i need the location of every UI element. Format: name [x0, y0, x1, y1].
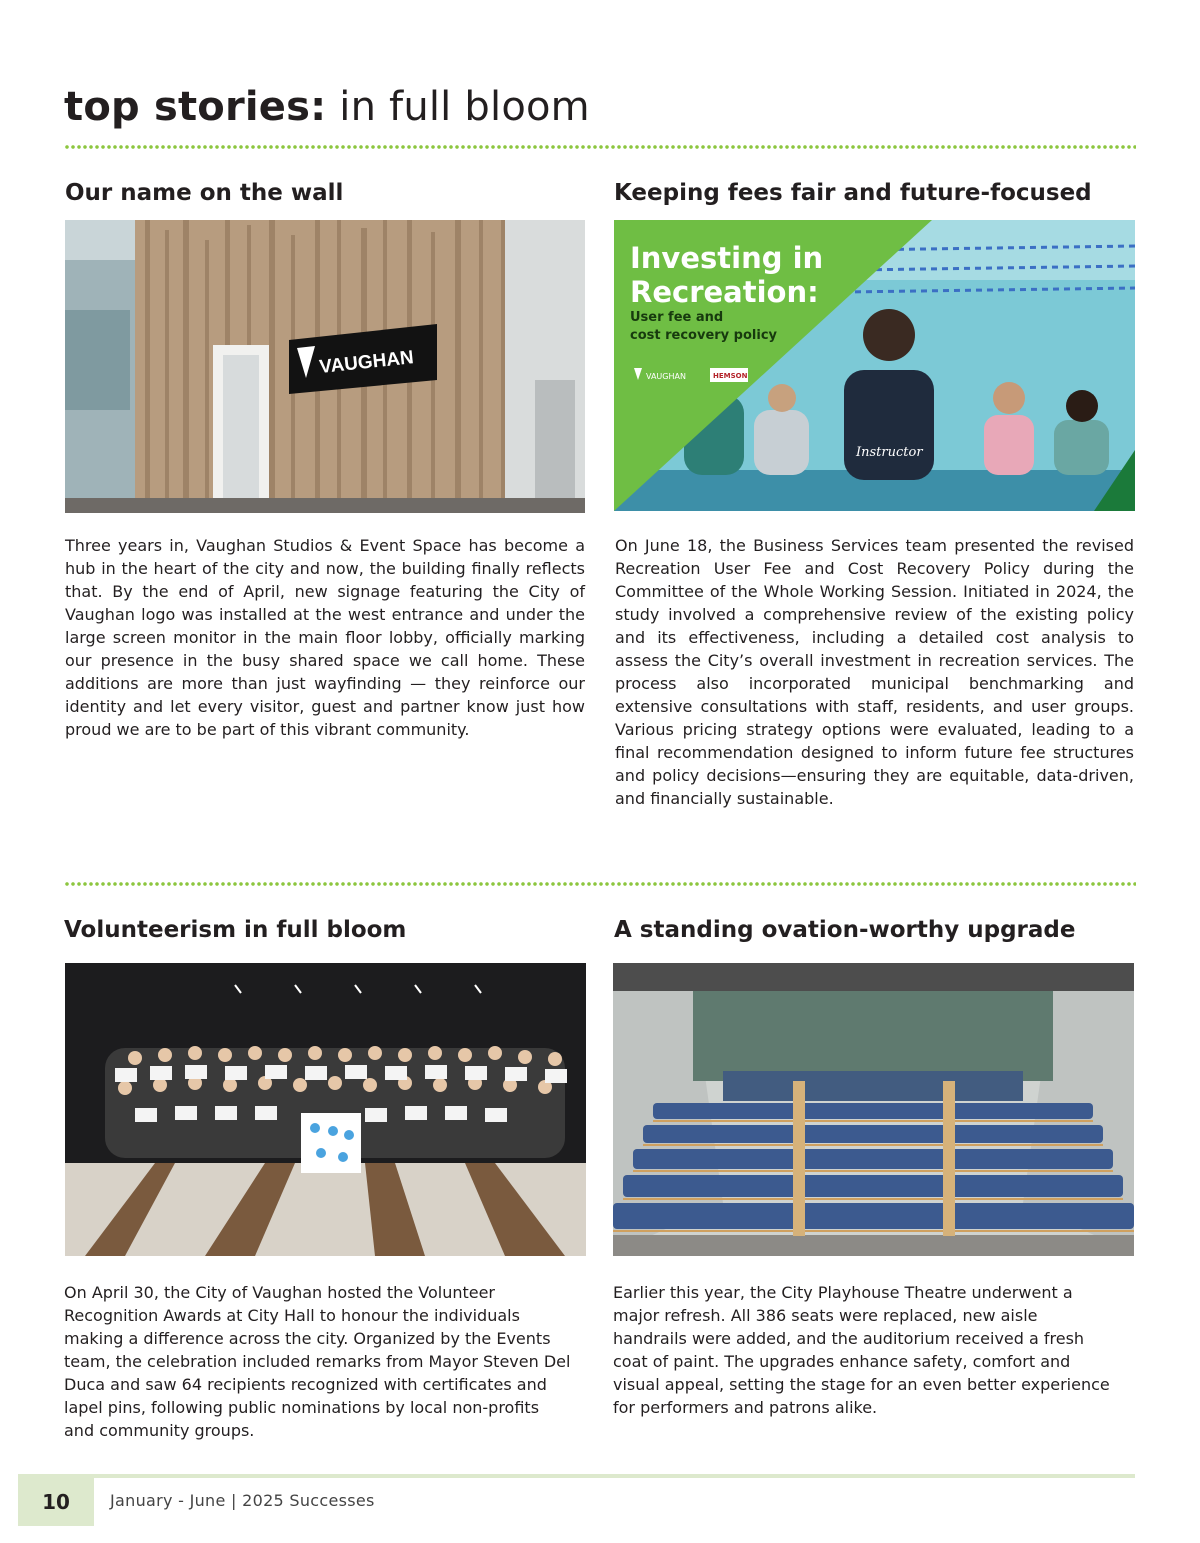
investing-in-recreation-graphic [614, 220, 1135, 511]
middle-dotted-divider [64, 881, 1136, 887]
graphic-subtitle-line-2: cost recovery policy [630, 328, 778, 343]
vaughan-sign-text: VAUGHAN [318, 347, 415, 378]
page-title-bold: top stories: [64, 84, 327, 130]
vaughan-signage-photo [65, 220, 585, 513]
footer-rule [18, 1474, 1135, 1478]
footer-text: January - June | 2025 Successes [110, 1491, 375, 1510]
graphic-title-line-2: Recreation: [630, 275, 819, 309]
playhouse-theatre-photo [613, 963, 1134, 1256]
top-dotted-divider [64, 144, 1136, 150]
page-title [64, 82, 590, 132]
instructor-shirt-text: Instructor [856, 445, 923, 460]
story-body-theatre: Earlier this year, the City Playhouse Theatre underwent a major refresh. All 386 seats were replaced, new aisle handrails were added, and the auditorium received a fresh coat of paint. The upgrades enhance safety, comfort and visual appeal, setting the stage for an even better experience for performers and patrons alike. [613, 1283, 1110, 1417]
story-body-fees: On June 18, the Business Services team presented the revised Recreation User Fee and Cost Recovery Policy during the Committee of the Whole Working Session. Initiated in 2024, the study involved a comprehensive review of the existing policy and its effectiveness, including a detailed cost analysis to assess the City’s overall investment in recreation services. The process also incorporated municipal benchmarking and extensive consultations with staff, residents, and user groups. Various pricing strategy options were evaluated, leading to a final recommendation designed to inform future fee structures and policy decisions—ensuring they are equitable, data-driven, and financially sustainable. [615, 536, 1134, 808]
graphic-title-line-1: Investing in [630, 241, 824, 275]
story-heading-name-on-wall: Our name on the wall [65, 180, 344, 206]
story-heading-fees: Keeping fees fair and future-focused [614, 180, 1092, 206]
page-number: 10 [18, 1478, 94, 1526]
graphic-hemson-logo: HEMSON [713, 372, 748, 380]
story-body-name-on-wall: Three years in, Vaughan Studios & Event Space has become a hub in the heart of the city and now, the building finally reflects that. By the end of April, new signage featuring the City of Vaughan logo was installed at the west entrance and under the large screen monitor in the main floor lobby, officially marking our presence in the busy shared space we call home. These additions are more than just wayfinding — they reinforce our identity and let every visitor, guest and partner know just how proud we are to be part of this vibrant community. [65, 536, 585, 739]
story-body-volunteerism: On April 30, the City of Vaughan hosted the Volunteer Recognition Awards at City Hall to honour the individuals making a difference across the city. Organized by the Events team, the celebration included remarks from Mayor Steven Del Duca and saw 64 recipients recognized with certificates and lapel pins, following public nominations by local non-profits and community groups. [64, 1283, 571, 1440]
story-heading-volunteerism: Volunteerism in full bloom [64, 917, 407, 943]
volunteer-awards-group-photo [65, 963, 586, 1256]
page-title-regular: in full bloom [326, 84, 590, 130]
graphic-vaughan-logo: VAUGHAN [646, 372, 686, 381]
story-heading-theatre: A standing ovation-worthy upgrade [614, 917, 1076, 943]
graphic-subtitle-line-1: User fee and [630, 310, 724, 325]
